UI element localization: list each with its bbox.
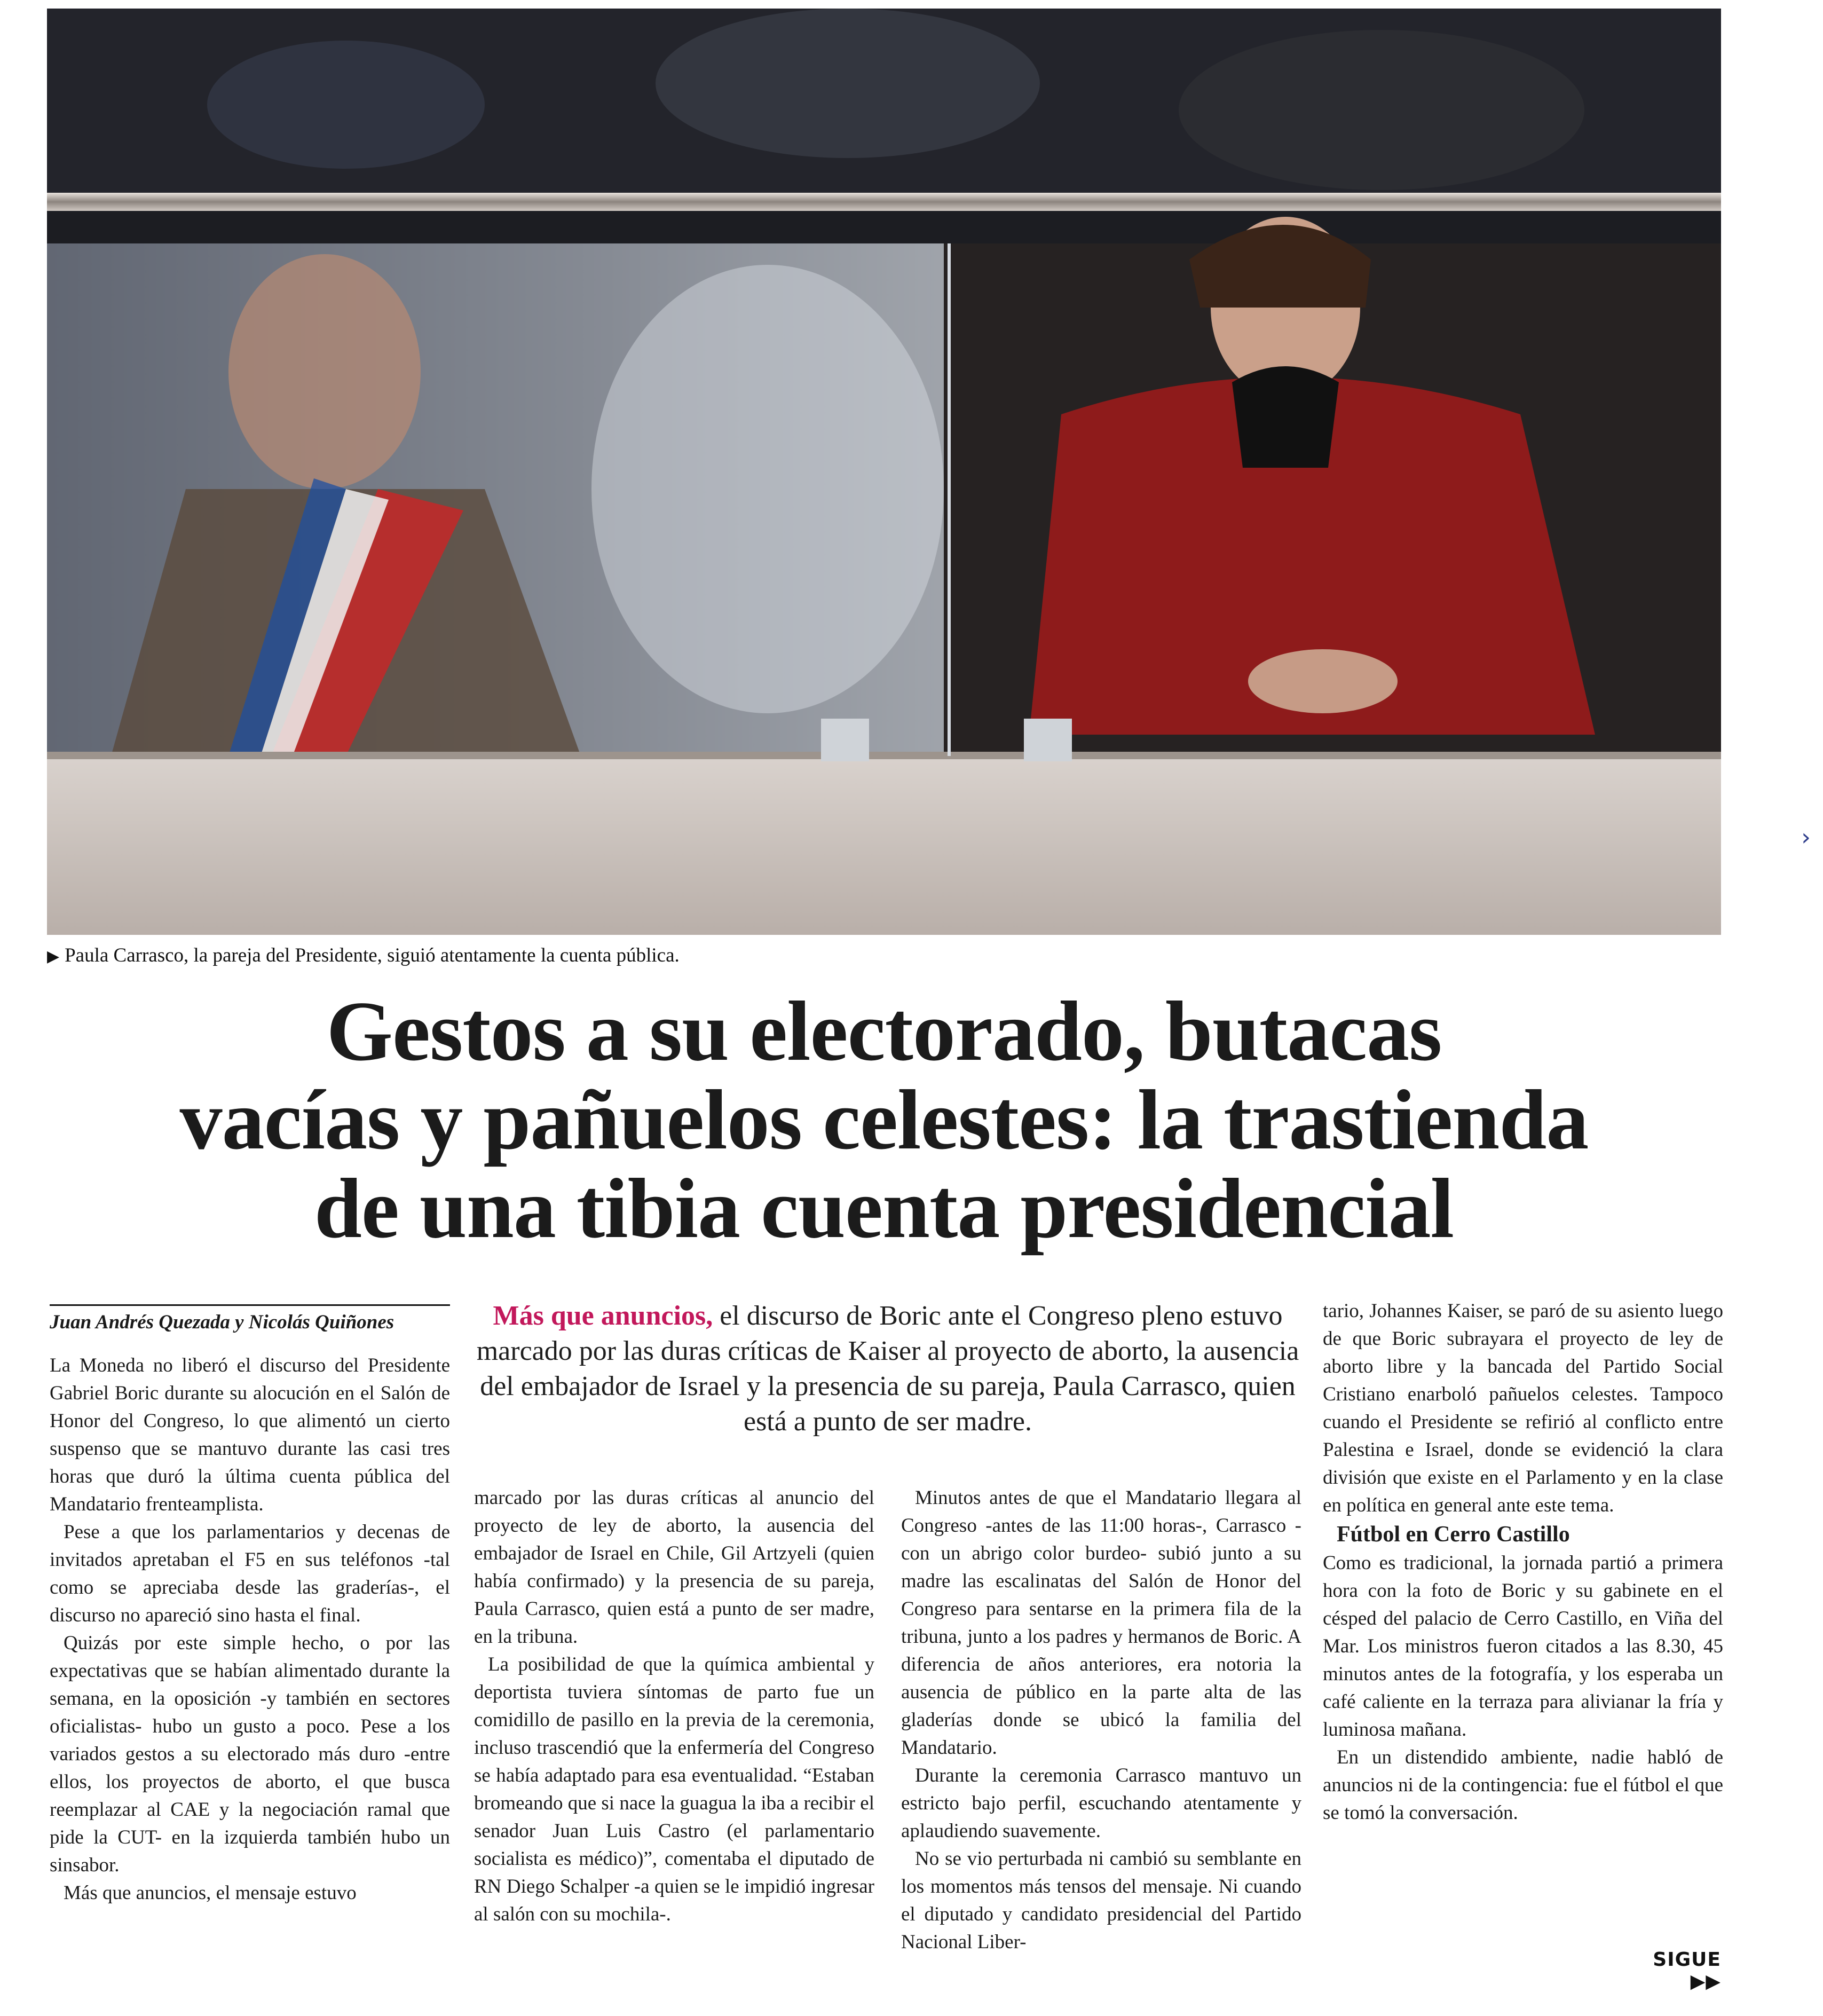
- headline-line: Gestos a su electorado, butacas: [326, 983, 1442, 1078]
- paragraph: Durante la ceremonia Carrasco mantuvo un estricto bajo perfil, escuchando atentamente y aplaudiendo suavemente.: [901, 1765, 1301, 1842]
- chevron-right-icon[interactable]: ›: [1801, 823, 1811, 851]
- paragraph: La posibilidad de que la química ambiental y deportista tuviera síntomas de parto fue un comidillo de pasillo en la previa de la ceremonia, incluso trascendió que la enfermería del Congreso se había adaptado para esa eventualidad. “Estaban bromeando que si nace la guagua la iba a recibir el senador Juan Luis Castro (el parlamentario socialista es médico)”, comentaba el diputado de RN Diego Schalper -a quien se le impidió ingresar al salón con su mochila-.: [474, 1653, 874, 1925]
- paragraph: tario, Johannes Kaiser, se paró de su asiento luego de que Boric subrayara el proyecto de ley de aborto libre y la bancada del Partido Social Cristiano enarboló pañuelos celestes. Tampoco cuando el Presidente se refirió al conflicto entre Palestina e Israel, donde se evidenció la clara división que existe en el Parlamento y en la clase en política en general ante este tema.: [1323, 1300, 1723, 1516]
- paragraph: En un distendido ambiente, nadie habló de anuncios ni de la contingencia: fue el fútbol el que se tomó la conversación.: [1323, 1746, 1723, 1824]
- article-photo: [47, 9, 1721, 935]
- photo-image: [47, 9, 1721, 935]
- headline-line: vacías y pañuelos celestes: la trastienda: [179, 1072, 1589, 1167]
- caption-triangle-icon: ▶: [47, 948, 60, 965]
- paragraph: La Moneda no liberó el discurso del Presidente Gabriel Boric durante su alocución en el Salón de Honor del Congreso, lo que alimentó un cierto suspenso que se mantuvo durante las casi tres horas que duró la última cuenta pública del Mandatario frenteamplista.: [50, 1354, 450, 1515]
- paragraph: Quizás por este simple hecho, o por las expectativas que se habían alimentado durante la semana, en la oposición -y también en sectores oficialistas- hubo un gusto a poco. Pese a los variados gestos a su electorado más duro -entre ellos, los proyectos de aborto, el que busca reemplazar al CAE y la negociación ramal que pide la CUT- en la izquierda también hubo un sinsabor.: [50, 1632, 450, 1876]
- caption-text: Paula Carrasco, la pareja del Presidente, siguió atentamente la cuenta pública.: [65, 944, 680, 966]
- article-headline: [47, 983, 1721, 1256]
- paragraph: No se vio perturbada ni cambió su semblante en los momentos más tensos del mensaje. Ni cuando el diputado y candidato presidencial del Partido Nacional Liber-: [901, 1848, 1301, 1953]
- continues-label: SIGUE ▶▶: [1653, 1949, 1721, 1993]
- text-column-2: [474, 1484, 874, 1928]
- text-column-4: [1323, 1297, 1723, 1827]
- lead-paragraph: [474, 1298, 1301, 1439]
- photo-caption: [47, 944, 1721, 968]
- paragraph: Como es tradicional, la jornada partió a primera hora con la foto de Boric y su gabinete en el césped del palacio de Cerro Castillo, en Viña del Mar. Los ministros fueron citados a las 8.30, 45 minutos antes de la fotografía, y los esperaba un café caliente en la terraza para alivianar la fría y luminosa mañana.: [1323, 1552, 1723, 1741]
- paragraph: Pese a que los parlamentarios y decenas de invitados apretaban el F5 en sus teléfonos -tal como se apreciaba desde las graderías-, el discurso no apareció sino hasta el final.: [50, 1521, 450, 1626]
- headline-line: de una tibia cuenta presidencial: [314, 1161, 1454, 1256]
- lead-kicker: Más que anuncios,: [493, 1301, 713, 1331]
- paragraph: Más que anuncios, el mensaje estuvo: [64, 1882, 357, 1904]
- section-subhead: Fútbol en Cerro Castillo: [1337, 1522, 1570, 1547]
- byline: Juan Andrés Quezada y Nicolás Quiñones: [50, 1304, 450, 1335]
- paragraph: Minutos antes de que el Mandatario llegara al Congreso -antes de las 11:00 horas-, Carrasco -con un abrigo color burdeo- subió junto a su madre las escalinatas del Salón de Honor del Congreso para sentarse en la primera fila de la tribuna, junto a los padres y hermanos de Boric. A diferencia de años anteriores, era notoria la ausencia de público en la parte alta de las gladerías donde se ubicó la familia del Mandatario.: [901, 1487, 1301, 1759]
- paragraph: marcado por las duras críticas al anuncio del proyecto de ley de aborto, la ausencia del embajador de Israel en Chile, Gil Artzyeli (quien había confirmado) y la presencia de su pareja, Paula Carrasco, quien está a punto de ser madre, en la tribuna.: [474, 1487, 874, 1648]
- lead-text: el discurso de Boric ante el Congreso pleno estuvo marcado por las duras críticas de Kaiser al proyecto de aborto, la ausencia del embajador de Israel y la presencia de su pareja, Paula Carrasco, quien está a punto de ser madre.: [476, 1301, 1299, 1437]
- text-column-3: [901, 1484, 1301, 1956]
- text-column-1: [50, 1352, 450, 1907]
